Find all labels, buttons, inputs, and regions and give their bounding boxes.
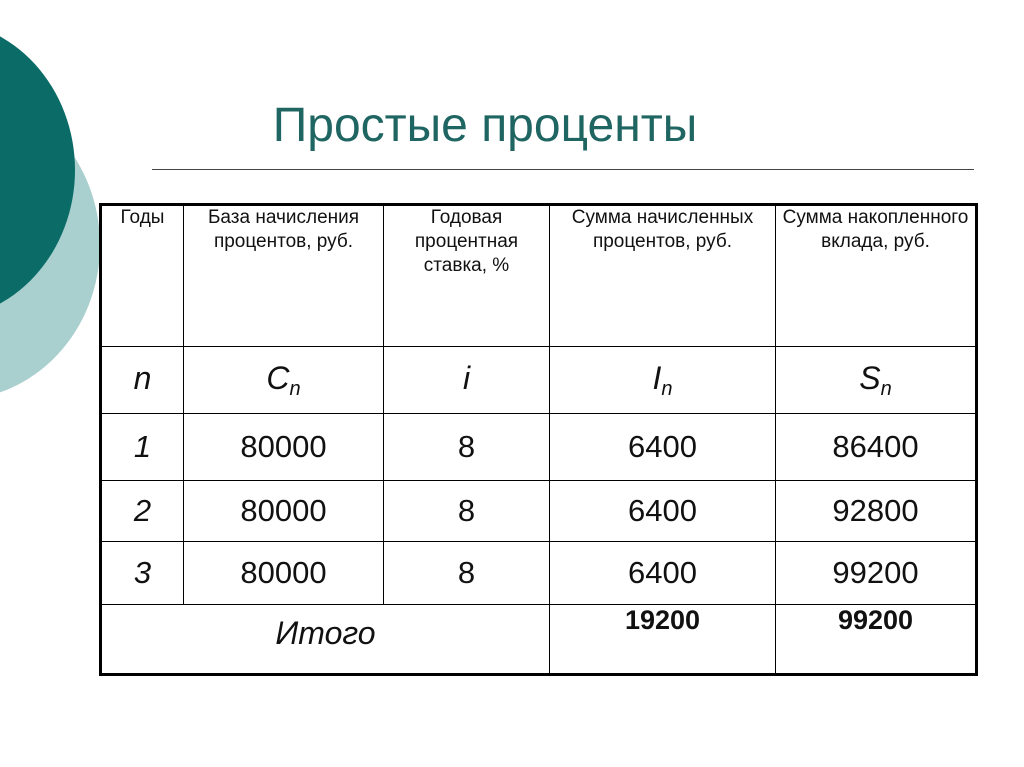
rate-cell: 8 (384, 481, 550, 542)
deposit-cell: 92800 (776, 481, 977, 542)
symbol-cell: n (101, 347, 184, 414)
header-cell: Годы (101, 205, 184, 347)
title-divider (152, 169, 974, 170)
year-cell: 1 (101, 414, 184, 481)
interest-cell: 6400 (550, 481, 776, 542)
slide-title: Простые проценты (272, 99, 698, 152)
deposit-cell: 99200 (776, 542, 977, 605)
base-cell: 80000 (184, 414, 384, 481)
year-cell: 2 (101, 481, 184, 542)
interest-cell: 6400 (550, 414, 776, 481)
header-cell: База начисления процентов, руб. (184, 205, 384, 347)
header-cell: Годовая процентная ставка, % (384, 205, 550, 347)
header-row (101, 205, 977, 347)
header-cell: Сумма начисленных процентов, руб. (550, 205, 776, 347)
year-cell: 3 (101, 542, 184, 605)
total-row (101, 605, 977, 675)
base-cell: 80000 (184, 481, 384, 542)
header-cell: Сумма накопленного вклада, руб. (776, 205, 977, 347)
rate-cell: 8 (384, 542, 550, 605)
symbol-row (101, 347, 977, 414)
symbol-cell: i (384, 347, 550, 414)
interest-table (99, 203, 978, 676)
symbol-cell: $C_n$ (184, 347, 384, 414)
total-label: Итого (101, 605, 550, 675)
rate-cell: 8 (384, 414, 550, 481)
interest-cell: 6400 (550, 542, 776, 605)
table-row (101, 481, 977, 542)
base-cell: 80000 (184, 542, 384, 605)
deposit-cell: 86400 (776, 414, 977, 481)
table-row (101, 414, 977, 481)
total-interest: 19200 (550, 605, 776, 675)
symbol-cell: $I_n$ (550, 347, 776, 414)
symbol-cell: $S_n$ (776, 347, 977, 414)
table-row (101, 542, 977, 605)
total-deposit: 99200 (776, 605, 977, 675)
